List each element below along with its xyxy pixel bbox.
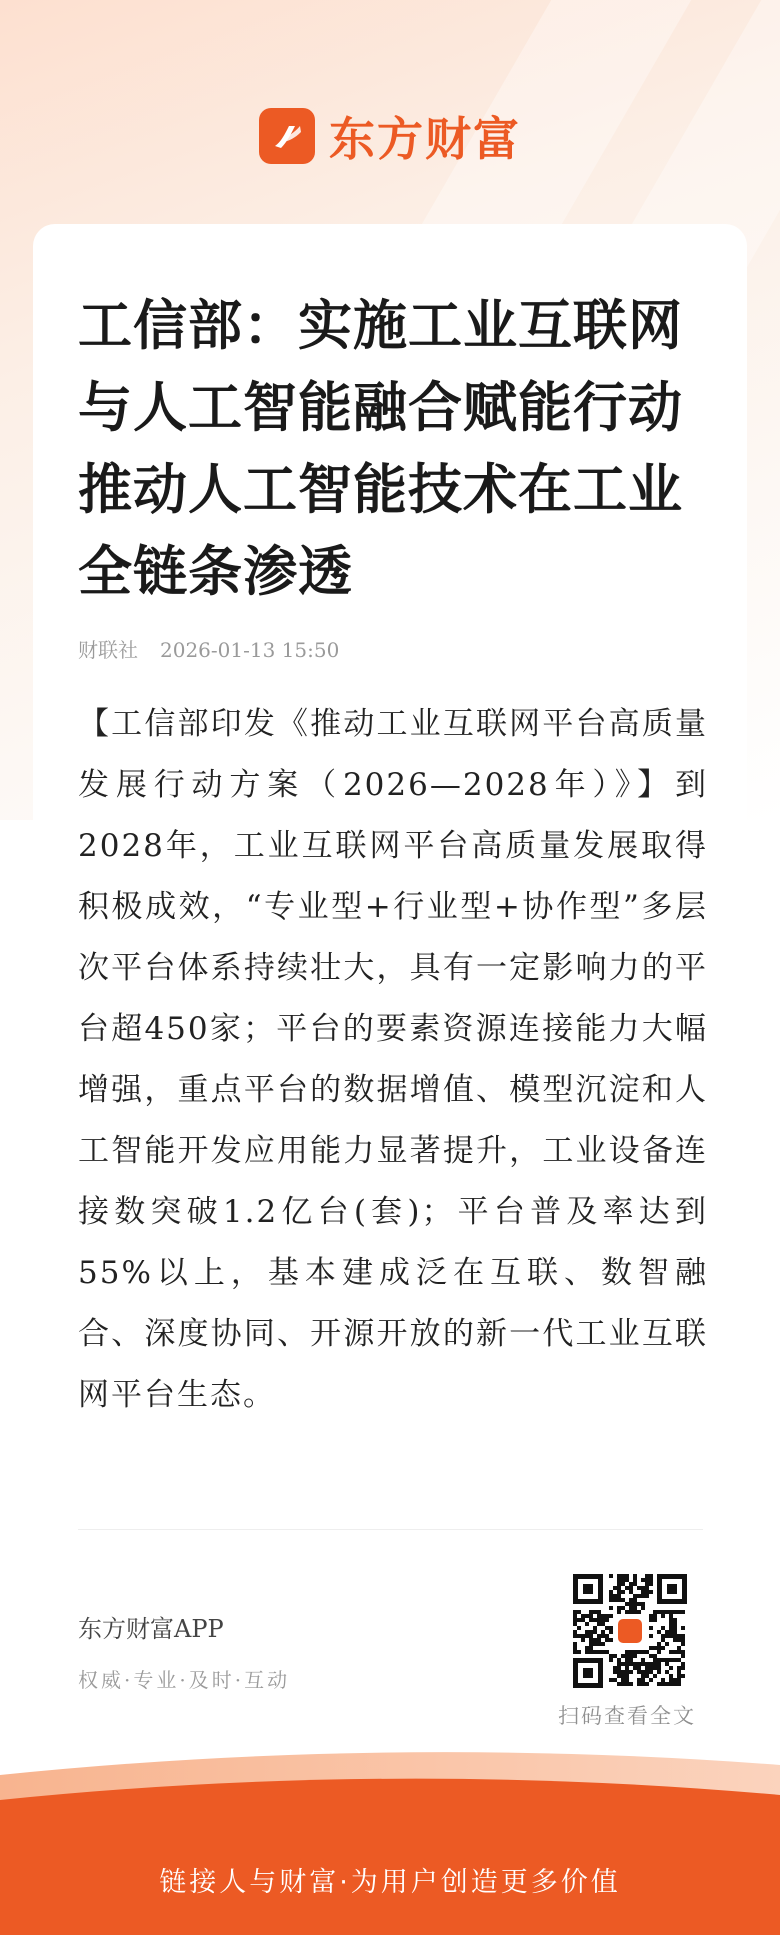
qr-caption: 扫码查看全文 [558,1704,696,1728]
article-source: 财联社 [78,638,138,662]
article-card [33,224,747,1744]
app-name: 东方财富APP [78,1615,224,1643]
footer-slogan: 链接人与财富·为用户创造更多价值 [159,1867,621,1898]
brand-name: 东方财富 [329,112,521,166]
article-title: 工信部：实施工业互联网与人工智能融合赋能行动 推动人工智能技术在工业全链条渗透 [78,293,683,603]
brand-mark-icon [259,108,315,164]
article-body: 【工信部印发《推动工业互联网平台高质量发展行动方案（2026—2028年）》】到2028年，工业互联网平台高质量发展取得积极成效，“专业型+行业型+协作型”多层次平台体系持续壮大，具有一定影响力的平台超450家；平台的要素资源连接能力大幅增强，重点平台的数据增值、模型沉淀和人工智能开发应用能力显著提升，工业设备连接数突破1.2亿台(套)；平台普及率达到55%以上，基本建成泛在互联、数智融合、深度协同、开源开放的新一代工业互联网平台生态。 [78,706,708,1413]
divider [78,1529,703,1530]
qr-brand-icon [618,1619,642,1643]
brand-logo [0,105,780,167]
footer-wave [0,1745,780,1935]
article-datetime: 2026-01-13 15:50 [160,638,340,662]
qr-code-icon[interactable] [573,1574,687,1688]
app-tagline: 权威·专业·及时·互动 [78,1668,291,1692]
article-meta [78,634,339,663]
